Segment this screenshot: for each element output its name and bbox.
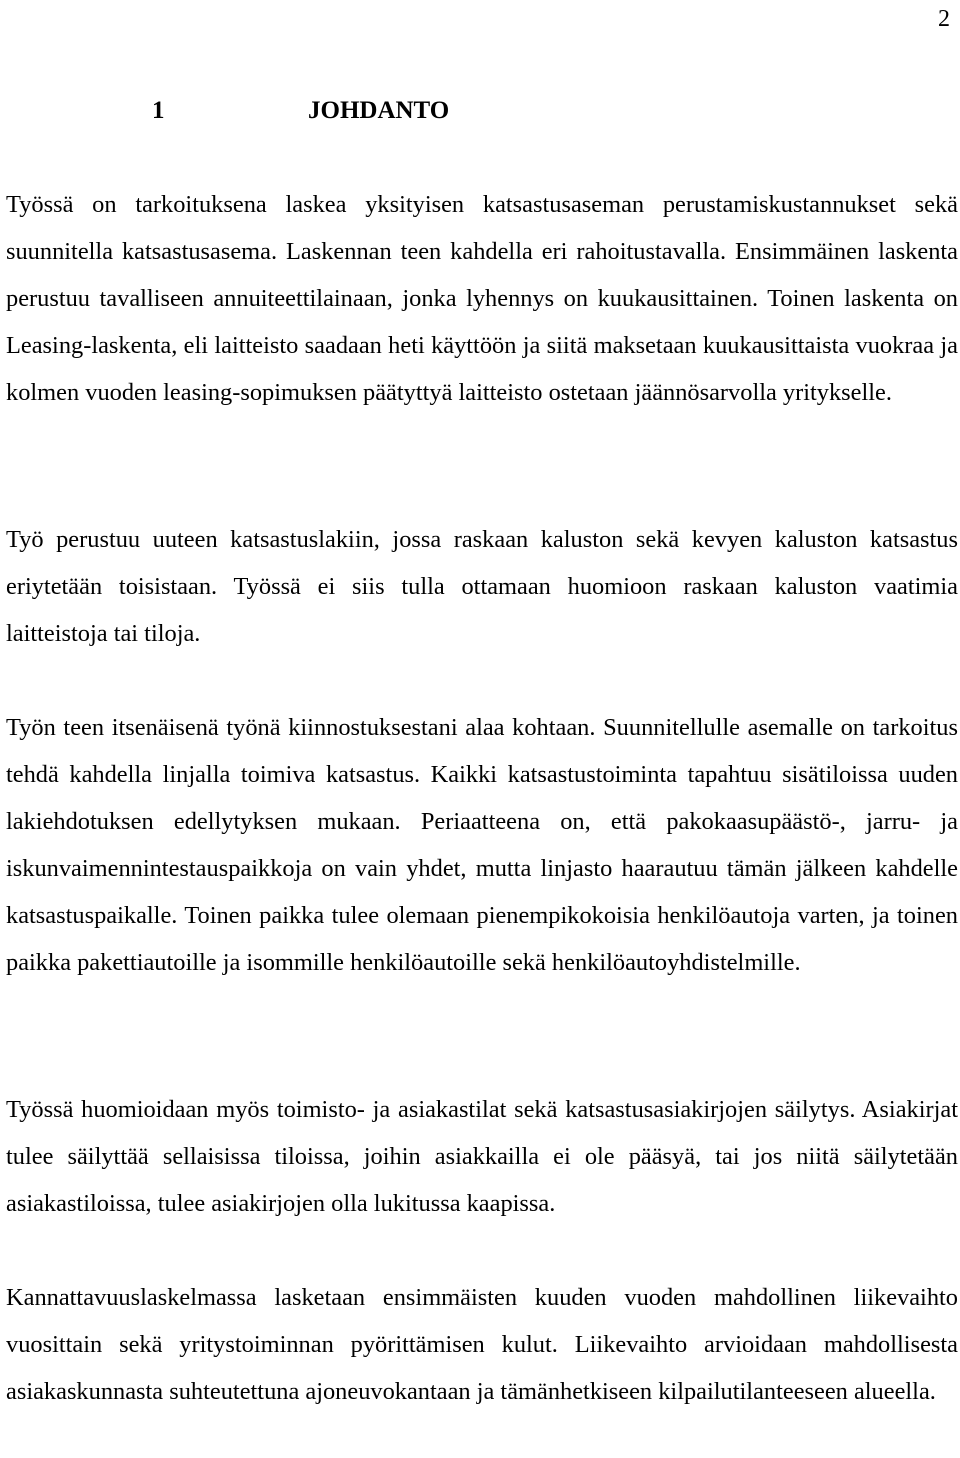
paragraph-station-design: Työn teen itsenäisenä työnä kiinnostuksestani alaa kohtaan. Suunnitellulle asemalle on tarkoitus tehdä kahdella linjalla toimiva katsastus. Kaikki katsastustoiminta tapahtuu sisätiloissa uuden lakiehdotuksen edellytyksen mukaan. Periaatteena on, että pakokaasupäästö-, jarru- ja iskunvaimennintestauspaikkoja on vain yhdet, mutta linjasto haarautuu tämän jälkeen kahdelle katsastuspaikalle. Toinen paikka tulee olemaan pienempikokoisia henkilöautoja varten, ja toinen paikka pakettiautoille ja isommille henkilöautoille sekä henkilöautoyhdistelmille. (6, 714, 958, 976)
paragraph-purpose: Työssä on tarkoituksena laskea yksityisen katsastusaseman perustamiskustannukset sekä suunnitella katsastusasema. Laskennan teen kahdella eri rahoitustavalla. Ensimmäinen laskenta perustuu tavalliseen annuiteettilainaan, jonka lyhennys on kuukausittainen. Toinen laskenta on Leasing-laskenta, eli laitteisto saadaan heti käyttöön ja siitä maksetaan kuukausittaista vuokraa ja kolmen vuoden leasing-sopimuksen päätyttyä laitteisto ostetaan jäännösarvolla yritykselle. (6, 191, 958, 406)
chapter-number: 1 (152, 97, 165, 124)
page-number: 2 (938, 6, 950, 32)
paragraph-legislation: Työ perustuu uuteen katsastuslakiin, jossa raskaan kaluston sekä kevyen kaluston katsastus eriytetään toisistaan. Työssä ei siis tulla ottamaan huomioon raskaan kaluston vaatimia laitteistoja tai tiloja. (6, 526, 958, 647)
paragraph-profitability: Kannattavuuslaskelmassa lasketaan ensimmäisten kuuden vuoden mahdollinen liikevaihto vuosittain sekä yritystoiminnan pyörittämisen kulut. Liikevaihto arvioidaan mahdollisesta asiakaskunnasta suhteutettuna ajoneuvokantaan ja tämänhetkiseen kilpailutilanteeseen alueella. (6, 1284, 958, 1405)
paragraph-office-facilities: Työssä huomioidaan myös toimisto- ja asiakastilat sekä katsastusasiakirjojen säilytys. Asiakirjat tulee säilyttää sellaisissa tiloissa, joihin asiakkailla ei ole pääsyä, tai jos niitä säilytetään asiakastiloissa, tulee asiakirjojen olla lukitussa kaapissa. (6, 1096, 958, 1217)
chapter-title: JOHDANTO (308, 97, 450, 124)
